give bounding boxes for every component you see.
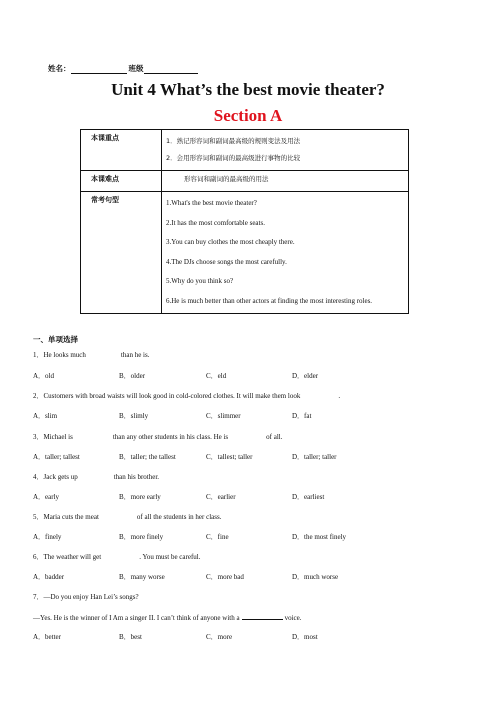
option-c[interactable]: C．more bad	[206, 573, 244, 581]
lesson-key-table	[80, 129, 409, 314]
option-a[interactable]: A．early	[33, 493, 60, 501]
question-7	[33, 592, 139, 602]
quiz-section-title: 一、单项选择	[33, 335, 78, 344]
unit-title: Unit 4 What’s the best movie theater?	[111, 80, 385, 99]
option-c[interactable]: C．slimmer	[206, 412, 241, 420]
pattern-5: 5.Why do you think so?	[166, 277, 234, 285]
question-stem-after: than he is.	[120, 351, 150, 359]
student-info-line	[48, 63, 198, 74]
option-c[interactable]: C．tallest; taller	[206, 453, 253, 461]
difficulty-label: 本课难点	[81, 171, 162, 192]
question-stem: 7．—Do you enjoy Han Lei’s songs?	[33, 593, 139, 601]
option-a[interactable]: A．better	[33, 633, 61, 641]
question-3	[33, 432, 282, 442]
option-c[interactable]: C．fine	[206, 533, 229, 541]
option-a[interactable]: A．taller; tallest	[33, 453, 80, 461]
option-b[interactable]: B．many worse	[119, 573, 165, 581]
question-stem: 1．He looks much	[33, 351, 86, 359]
option-b[interactable]: B．more finely	[119, 533, 164, 541]
difficulty-content: 形容词和副词的最高级的用法	[162, 171, 409, 192]
option-d[interactable]: D．the most finely	[292, 533, 347, 541]
question-stem: 2．Customers with broad waists will look good in cold-colored clothes. It will make them look	[33, 392, 301, 400]
option-a[interactable]: A．slim	[33, 412, 58, 420]
focus-label: 本课重点	[81, 130, 162, 171]
question-stem-after: than his brother.	[113, 473, 160, 481]
question-6	[33, 552, 200, 562]
question-4	[33, 472, 159, 482]
question-stem: 3．Michael is	[33, 433, 73, 441]
question-1	[33, 350, 149, 360]
focus-row	[81, 130, 409, 171]
option-d[interactable]: D．earliest	[292, 493, 325, 501]
question-stem-after: .	[338, 392, 341, 400]
option-a[interactable]: A．badder	[33, 573, 65, 581]
question-stem-mid: than any other students in his class. He is	[112, 433, 229, 441]
option-b[interactable]: B．taller; the tallest	[119, 453, 176, 461]
option-d[interactable]: D．most	[292, 633, 318, 641]
patterns-label: 常考句型	[81, 192, 162, 314]
option-a[interactable]: A．finely	[33, 533, 62, 541]
option-a[interactable]: A．old	[33, 372, 54, 380]
patterns-row	[81, 192, 409, 314]
option-c[interactable]: C．earlier	[206, 493, 236, 501]
option-d[interactable]: D．much worse	[292, 573, 339, 581]
focus-item-1: 1．熟记形容词和副词最高级的规则变法及用法	[166, 137, 301, 145]
pattern-3: 3.You can buy clothes the most cheaply there.	[166, 238, 295, 246]
question-2	[33, 391, 340, 401]
option-d[interactable]: D．taller; taller	[292, 453, 337, 461]
option-d[interactable]: D．elder	[292, 372, 319, 380]
question-7-answer-line	[33, 612, 302, 622]
question-stem-after: voice.	[284, 614, 302, 622]
option-b[interactable]: B．slimly	[119, 412, 149, 420]
pattern-1: 1.What's the best movie theater?	[166, 199, 257, 207]
question-stem-after: of all.	[266, 433, 283, 441]
pattern-2: 2.It has the most comfortable seats.	[166, 218, 265, 227]
name-label: 姓名：	[48, 64, 71, 73]
section-title: Section A	[213, 106, 283, 125]
question-5	[33, 512, 221, 522]
option-d[interactable]: D．fat	[292, 412, 312, 420]
question-stem: 6．The weather will get	[33, 553, 102, 561]
option-c[interactable]: C．eld	[206, 372, 227, 380]
name-blank[interactable]	[71, 65, 127, 74]
question-stem: 5．Maria cuts the meat	[33, 513, 99, 521]
question-stem-after: of all the students in her class.	[136, 513, 222, 521]
class-label: 班级	[128, 64, 144, 73]
focus-item-2: 2．会用形容词和副词的最高级进行事物的比较	[166, 154, 301, 162]
answer-blank[interactable]	[242, 612, 283, 620]
question-stem-after: . You must be careful.	[139, 553, 201, 561]
option-b[interactable]: B．more early	[119, 493, 161, 501]
option-b[interactable]: B．best	[119, 633, 142, 641]
pattern-6: 6.He is much better than other actors at finding the most interesting roles.	[166, 296, 373, 305]
pattern-4: 4.The DJs choose songs the most carefully.	[166, 257, 287, 266]
focus-content	[162, 130, 409, 171]
question-stem: —Yes. He is the winner of I Am a singer II. I can’t think of anyone with a	[33, 614, 240, 622]
difficulty-row	[81, 171, 409, 192]
option-b[interactable]: B．older	[119, 372, 146, 380]
patterns-content	[162, 192, 409, 314]
question-stem: 4．Jack gets up	[33, 473, 78, 481]
class-blank[interactable]	[144, 65, 198, 74]
option-c[interactable]: C．more	[206, 633, 233, 641]
